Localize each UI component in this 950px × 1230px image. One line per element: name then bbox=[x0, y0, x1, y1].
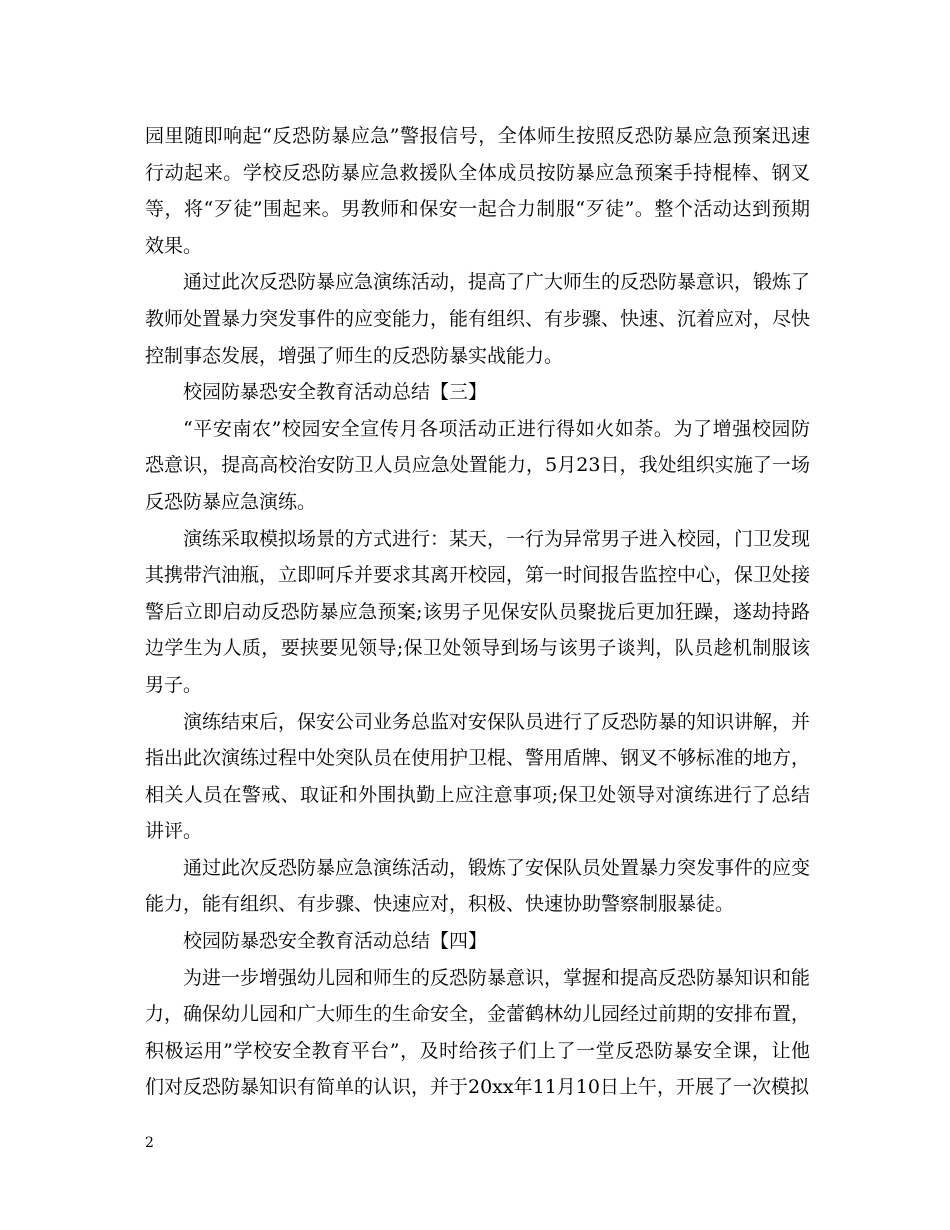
paragraph-7: 为进一步增强幼儿园和师生的反恐防暴意识，掌握和提高反恐防暴知识和能力，确保幼儿园和广大师生的生命安全，金蕾鹤林幼儿园经过前期的安排布置，积极运用”学校安全教育平台”，及时给孩子们上了一堂反恐防暴安全课，让他们对反恐防暴知识有简单的认识，并于20xx年11月10日上午，开展了一次模拟 bbox=[145, 966, 811, 1099]
document-body bbox=[145, 118, 810, 1106]
paragraph-6: 通过此次反恐防暴应急演练活动，锻炼了安保队员处置暴力突发事件的应变能力，能有组织、有步骤、快速应对，积极、快速协助警察制服暴徒。 bbox=[145, 856, 811, 916]
paragraph-5: 演练结束后，保安公司业务总监对安保队员进行了反恐防暴的知识讲解，并指出此次演练过程中处突队员在使用护卫棍、警用盾牌、钢叉不够标准的地方，相关人员在警戒、取证和外围执勤上应注意事项;保卫处领导对演练进行了总结讲评。 bbox=[145, 710, 811, 843]
paragraph-2: 通过此次反恐防暴应急演练活动，提高了广大师生的反恐防暴意识，锻炼了教师处置暴力突发事件的应变能力，能有组织、有步骤、快速、沉着应对，尽快控制事态发展，增强了师生的反恐防暴实战能力。 bbox=[145, 271, 811, 367]
paragraph-3: “平安南农”校园安全宣传月各项活动正进行得如火如荼。为了增强校园防恐意识，提高高校治安防卫人员应急处置能力，5月23日，我处组织实施了一场反恐防暴应急演练。 bbox=[145, 417, 810, 513]
section-heading-3: 校园防暴恐安全教育活动总结【三】 bbox=[183, 381, 488, 404]
paragraph-1: 园里随即响起“反恐防暴应急”警报信号，全体师生按照反恐防暴应急预案迅速行动起来。学校反恐防暴应急救援队全体成员按防暴应急预案手持棍棒、钢叉等，将“歹徒”围起来。男教师和保安一起合力制服“歹徒”。整个活动达到预期效果。 bbox=[145, 125, 810, 257]
paragraph-4: 演练采取模拟场景的方式进行：某天，一行为异常男子进入校园，门卫发现其携带汽油瓶，立即呵斥并要求其离开校园，第一时间报告监控中心，保卫处接警后立即启动反恐防暴应急预案;该男子见保安队员聚拢后更加狂躁，遂劫持路边学生为人质，要挟要见领导;保卫处领导到场与该男子谈判，队员趁机制服该男子。 bbox=[145, 527, 811, 696]
page-number: 2 bbox=[145, 1135, 154, 1151]
section-heading-4: 校园防暴恐安全教育活动总结【四】 bbox=[183, 930, 488, 953]
